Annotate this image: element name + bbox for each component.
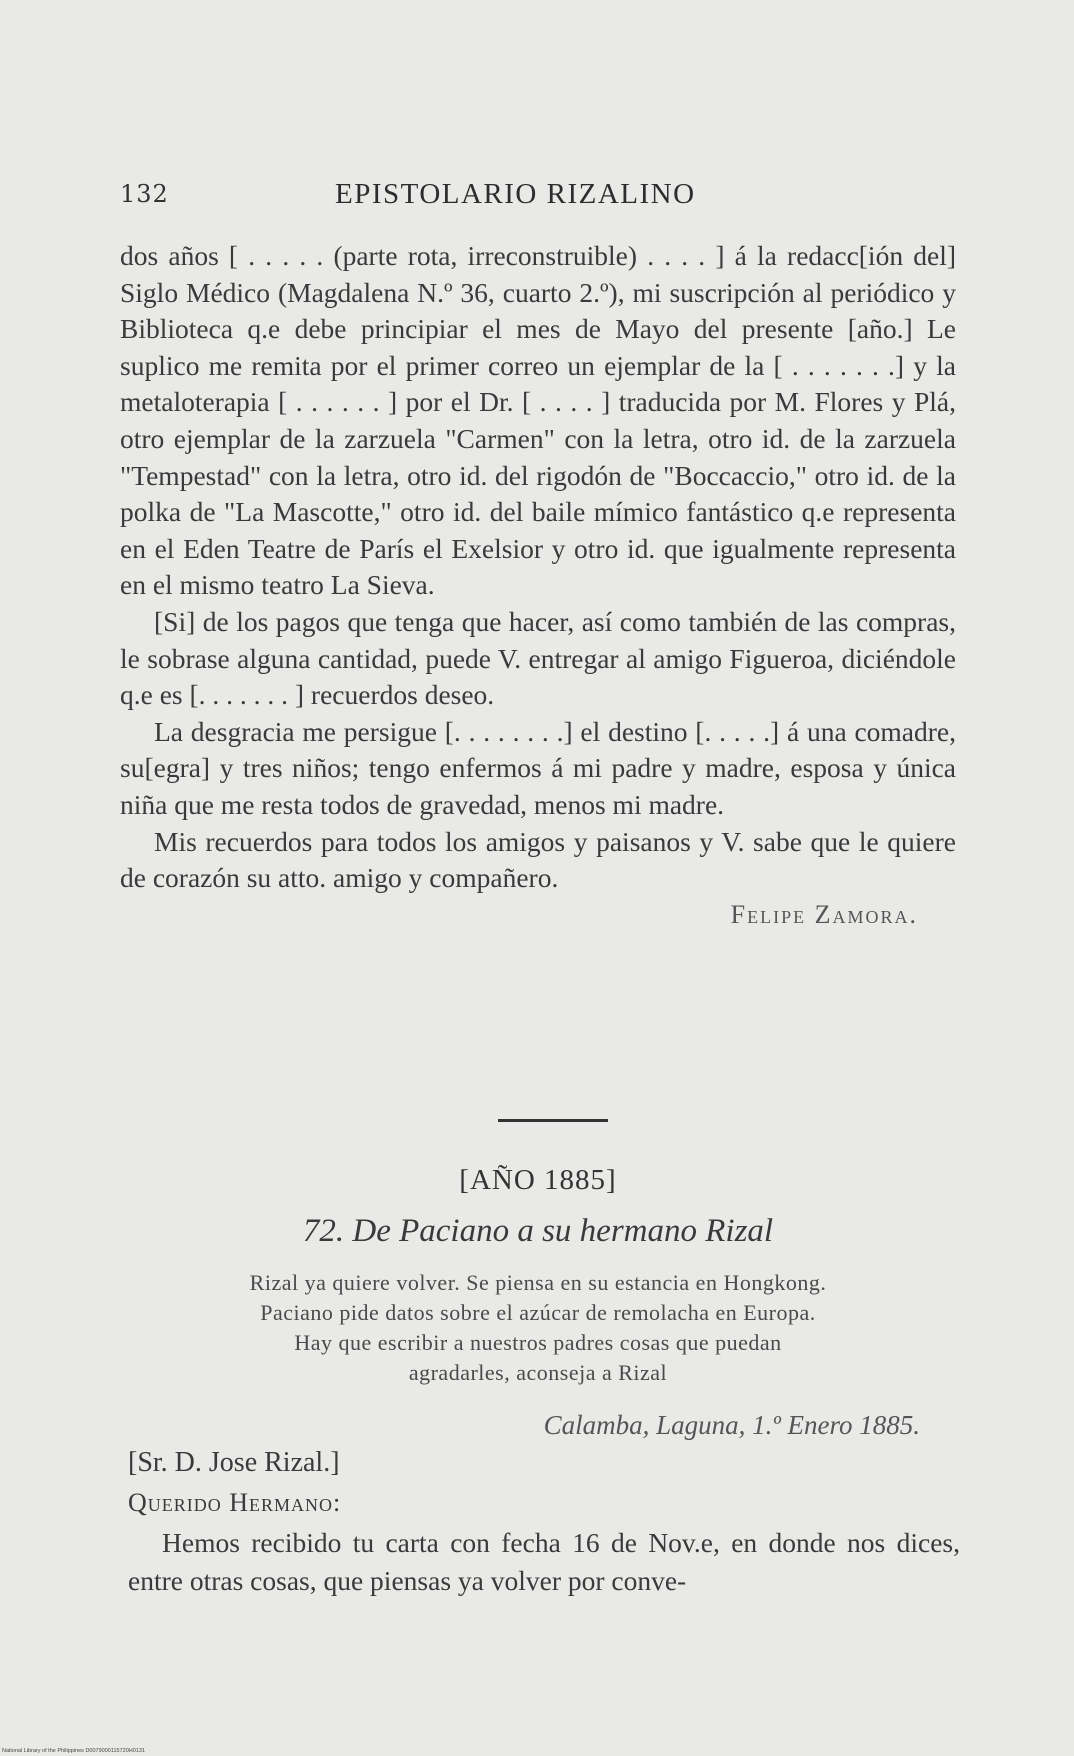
year-heading: [AÑO 1885] <box>459 1164 617 1196</box>
dateline: Calamba, Laguna, 1.º Enero 1885. <box>543 1410 920 1440</box>
summary-line: Hay que escribir a nuestros padres cosas que puedan <box>294 1330 782 1355</box>
previous-letter-body <box>120 238 956 933</box>
source-note: National Library of the Philippines D0079000115720H0131 <box>2 1748 145 1754</box>
salutation: Querido Hermano: <box>128 1488 342 1517</box>
letter-summary <box>120 1268 956 1388</box>
paragraph-4: Mis recuerdos para todos los amigos y paisanos y V. sabe que le quiere de corazón su atto. amigo y compañero. <box>120 825 956 894</box>
summary-line: Rizal ya quiere volver. Se piensa en su estancia en Hongkong. <box>249 1270 827 1295</box>
paragraph-1: dos años [ . . . . . (parte rota, irreconstruible) . . . . ] á la redacc[ión del] Siglo Médico (Magdalena N.º 36, cuarto 2.º), mi suscripción al periódico y Biblioteca q.e debe principiar el mes de Mayo del presente [año.] Le suplico me remita por el primer correo un ejemplar de la [ . . . . . . .] y la metaloterapia [ . . . . . . ] por el Dr. [ . . . . ] traducida por M. Flores y Plá, otro ejemplar de la zarzuela "Carmen" con la letra, otro id. de la zarzuela "Tempestad" con la letra, otro id. del rigodón de "Boccaccio," otro id. de la polka de "La Mascotte," otro id. del baile mímico fantástico q.e representa en el Eden Teatre de París el Exelsior y otro id. que igualmente representa en el mismo teatro La Sieva. <box>120 240 956 601</box>
section-divider <box>498 1119 608 1122</box>
summary-line: agradarles, aconseja a Rizal <box>408 1360 668 1385</box>
letter-title: 72. De Paciano a su hermano Rizal <box>302 1213 774 1249</box>
page-number: 132 <box>120 180 169 208</box>
page-header <box>120 180 964 220</box>
letter-opening: Hemos recibido tu carta con fecha 16 de Nov.e, en donde nos dices, entre otras cosas, que piensas ya volver por conve- <box>128 1527 960 1596</box>
paragraph-2: [Si] de los pagos que tenga que hacer, así como también de las compras, le sobrase alguna cantidad, puede V. entregar al amigo Figueroa, diciéndole q.e es [. . . . . . . ] recuerdos deseo. <box>120 605 956 711</box>
summary-line: Paciano pide datos sobre el azúcar de remolacha en Europa. <box>260 1300 816 1325</box>
running-head: EPISTOLARIO RIZALINO <box>335 178 696 210</box>
signature: Felipe Zamora. <box>730 899 918 929</box>
paragraph-3: La desgracia me persigue [. . . . . . . .] el destino [. . . . .] á una comadre, su[egra] y tres niños; tengo enfermos á mi padre y madre, esposa y única niña que me resta todos de gravedad, menos mi madre. <box>120 715 956 820</box>
recipient: [Sr. D. Jose Rizal.] <box>128 1447 340 1478</box>
letter-body <box>128 1524 960 1600</box>
footer-bar <box>0 1742 1074 1756</box>
